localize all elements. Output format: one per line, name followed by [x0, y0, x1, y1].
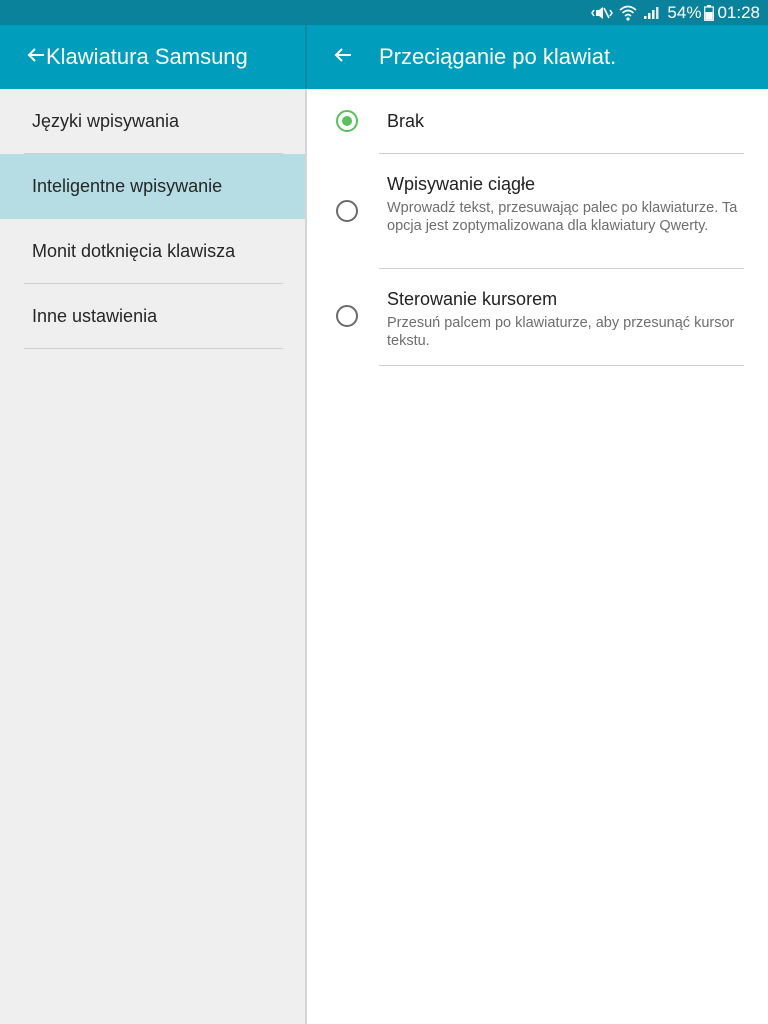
option-description: Przesuń palcem po klawiaturze, aby przesunąć kursor tekstu.	[387, 315, 735, 349]
mute-vibrate-icon	[591, 5, 613, 21]
clock: 01:28	[717, 2, 760, 22]
menu-item-label: Języki wpisywania	[32, 111, 180, 131]
left-panel-title: Klawiatura Samsung	[46, 44, 248, 69]
menu-item-key-tap-feedback[interactable]	[0, 219, 305, 284]
divider	[379, 365, 744, 366]
left-app-bar	[0, 25, 305, 89]
left-panel	[0, 25, 305, 1024]
right-back-button[interactable]	[307, 25, 379, 89]
radio-unchecked[interactable]	[336, 305, 358, 327]
divider	[24, 348, 283, 349]
option-continuous-input[interactable]	[307, 154, 768, 269]
menu-item-label: Inteligentne wpisywanie	[32, 176, 223, 196]
right-panel-title: Przeciąganie po klawiat.	[379, 44, 617, 69]
radio-checked[interactable]	[336, 110, 358, 132]
option-description: Wprowadź tekst, przesuwając palec po klawiaturze. Ta opcja jest zoptymalizowana dla klawiatury Qwerty.	[387, 200, 738, 234]
menu-item-smart-typing[interactable]	[0, 154, 305, 219]
menu-item-label: Monit dotknięcia klawisza	[32, 241, 236, 261]
menu-item-label: Inne ustawienia	[32, 306, 158, 326]
battery-percent: 54%	[667, 2, 702, 22]
radio-unchecked[interactable]	[336, 200, 358, 222]
option-title: Sterowanie kursorem	[387, 289, 558, 309]
option-cursor-control[interactable]	[307, 269, 768, 366]
menu-item-input-languages[interactable]	[0, 89, 305, 154]
arrow-left-icon	[333, 47, 353, 68]
option-none[interactable]	[307, 89, 768, 154]
right-app-bar	[307, 25, 768, 89]
arrow-left-icon	[26, 47, 46, 68]
battery-icon	[704, 5, 714, 21]
option-title: Wpisywanie ciągłe	[387, 174, 536, 194]
menu-item-other-settings[interactable]	[0, 284, 305, 349]
option-title: Brak	[387, 111, 425, 131]
status-bar	[0, 0, 768, 25]
wifi-icon	[619, 5, 637, 21]
signal-icon	[643, 6, 661, 20]
header-divider	[305, 25, 307, 89]
right-panel	[307, 25, 768, 1024]
